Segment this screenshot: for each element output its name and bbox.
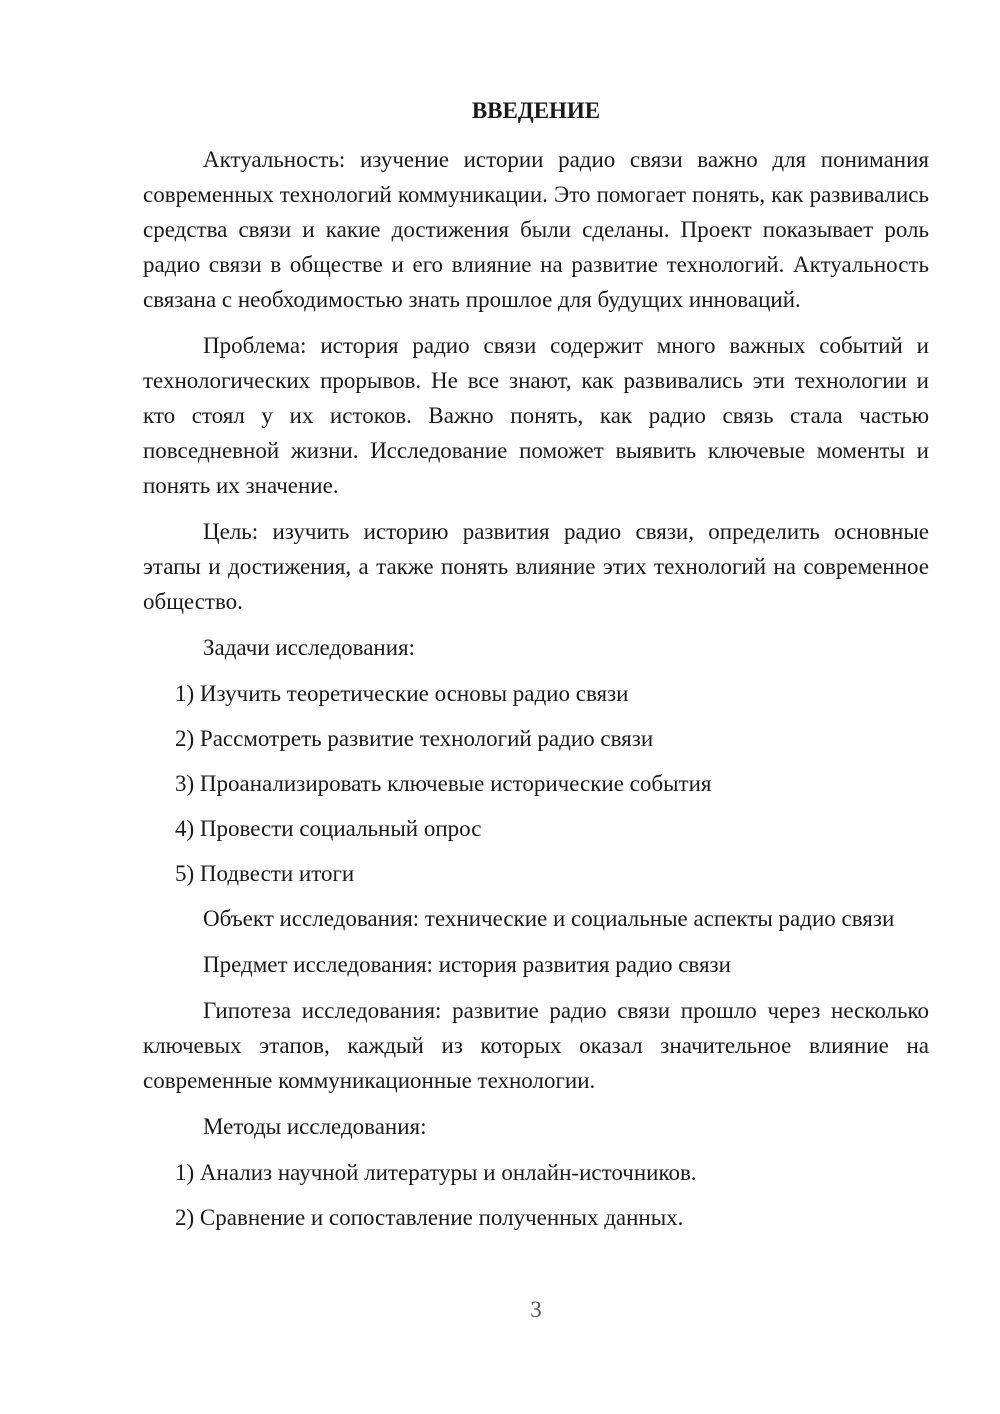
page-title: ВВЕДЕНИЕ	[471, 98, 601, 123]
tasks-list	[143, 676, 929, 891]
paragraph-object: Объект исследования: технические и социальные аспекты радио связи	[203, 906, 895, 931]
document-body	[143, 142, 929, 1245]
methods-list	[143, 1155, 929, 1235]
list-item-method-1: 1) Анализ научной литературы и онлайн-источников.	[175, 1160, 697, 1185]
paragraph-goal: Цель: изучить историю развития радио связи, определить основные этапы и достижения, а также понять влияние этих технологий на современное общество.	[143, 519, 929, 614]
paragraph-relevance: Актуальность: изучение истории радио связи важно для понимания современных технологий коммуникации. Это помогает понять, как развивались средства связи и какие достижения были сделаны. Проект показывает роль радио связи в обществе и его влияние на развитие технологий. Актуальность связана с необходимостью знать прошлое для будущих инноваций.	[143, 147, 929, 312]
paragraph-subject: Предмет исследования: история развития радио связи	[203, 952, 731, 977]
methods-heading: Методы исследования:	[203, 1114, 427, 1139]
paragraph-problem: Проблема: история радио связи содержит много важных событий и технологических прорывов. Не все знают, как развивались эти технологии и кто стоял у их истоков. Важно понять, как радио связь стала частью повседневной жизни. Исследование поможет выявить ключевые моменты и понять их значение.	[143, 333, 929, 498]
list-item-task-2: 2) Рассмотреть развитие технологий радио связи	[175, 726, 654, 751]
list-item-task-3: 3) Проанализировать ключевые исторические события	[175, 771, 712, 796]
tasks-heading: Задачи исследования:	[203, 635, 416, 660]
list-item-task-4: 4) Провести социальный опрос	[175, 816, 482, 841]
page-number: 3	[530, 1297, 542, 1322]
paragraph-hypothesis: Гипотеза исследования: развитие радио связи прошло через несколько ключевых этапов, каждый из которых оказал значительное влияние на современные коммуникационные технологии.	[143, 998, 929, 1093]
list-item-method-2: 2) Сравнение и сопоставление полученных данных.	[175, 1205, 684, 1230]
list-item-task-1: 1) Изучить теоретические основы радио связи	[175, 681, 629, 706]
list-item-task-5: 5) Подвести итоги	[175, 861, 355, 886]
